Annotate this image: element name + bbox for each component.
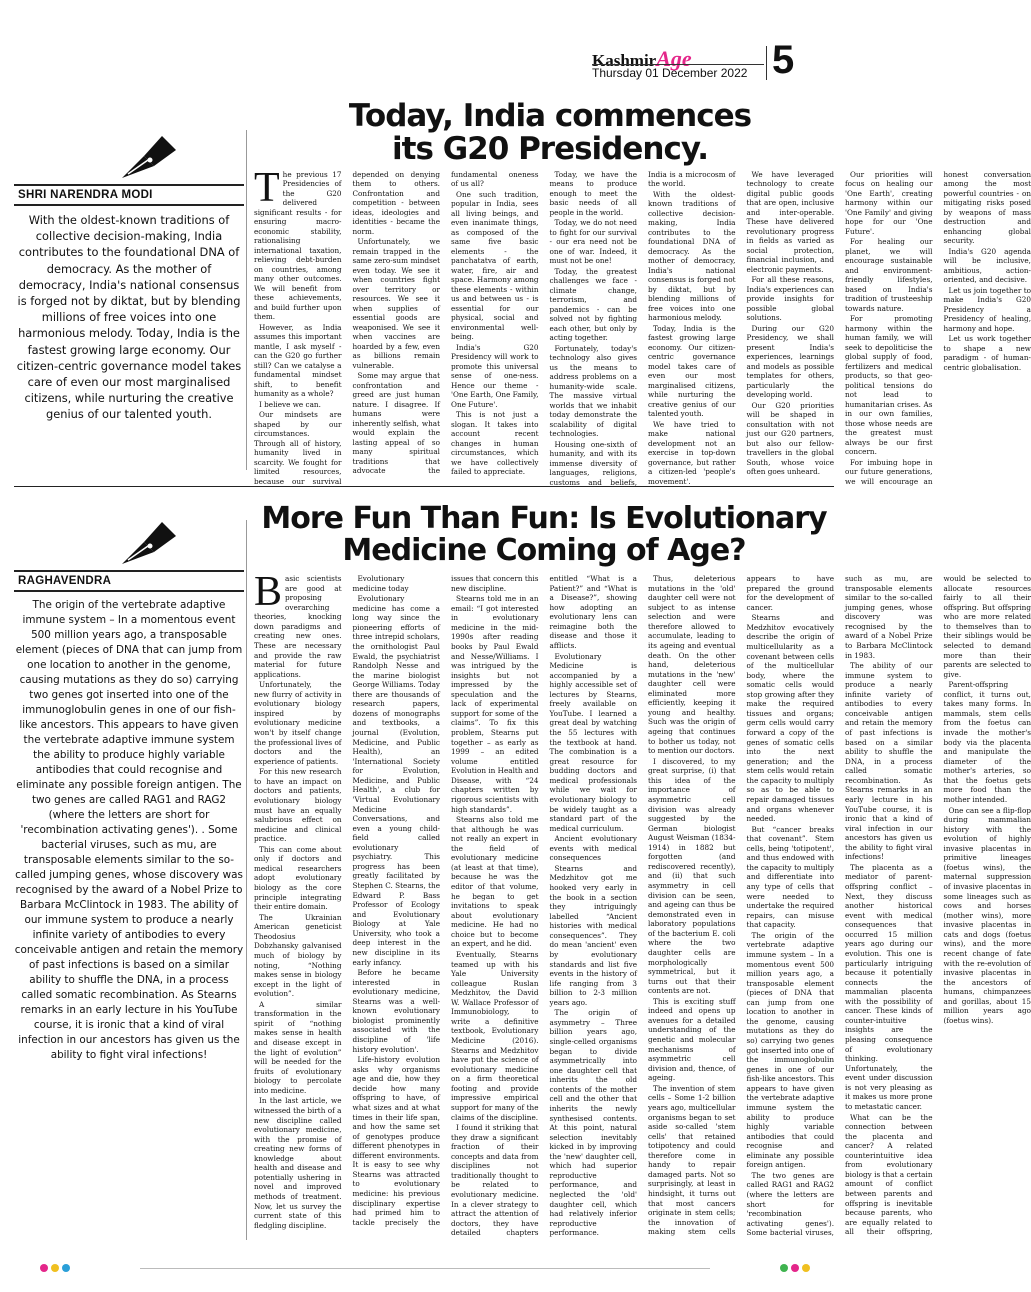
- article-paragraph: For healing our planet, we will encourage sustainable and environment-friendly lifestyles, based on India's tradition of trusteeship towards nature.: [845, 237, 933, 313]
- article-paragraph: What can be the connection between the placenta and cancer? A related counterintuitive idea from evolutionary biology is that a certain amount of conflict between parents and offspring is inevitable because parents, who are equally related to all their offspring, would be selected to allocate resources fairly to all their offspring. But offspring who are more related to themselves than to their siblings would be selected to demand more than their parents are selected to give.: [845, 574, 1031, 1237]
- article-paragraph: A similar transformation in the spirit of “nothing makes sense in health and disease except in the light of evolution” will be needed for the fruits of evolutionary biology to percolate into medicine.: [254, 999, 342, 1095]
- article-paragraph: Today, India is the fastest growing large economy. Our citizen-centric governance model takes care of even our most marginalised citizens, while nurturing the creative genius of our talented youth.: [648, 323, 736, 419]
- footer-dot: [791, 1264, 799, 1272]
- article-paragraph: Evolutionary medicine has come a long way since the pioneering efforts of three intrepid scholars, the ornithologist Paul Ewald, the psychiatrist Randolph Nesse and the marine biologist George Williams. Today there are thousands of research papers, dozens of monographs and textbooks, a journal (Evolution, Medicine, and Public Health), an 'International Society for Evolution, Medicine, and Public Health', a club for 'Virtual Evolutionary Medicine Conversations, and even a young child-field called evolutionary psychiatry. This progress has been greatly facilitated by Stephen C. Stearns, the Edward P. Bass Professor of Ecology and Evolutionary Biology at Yale University, who took a deep interest in the new discipline in its early infancy.: [352, 594, 440, 967]
- footer-rule: [140, 1268, 710, 1269]
- article-paragraph: Today, we have the means to produce enough to meet the basic needs of all people in the world.: [549, 170, 637, 217]
- drop-cap: B: [254, 569, 283, 615]
- article-paragraph: Housing one-sixth of humanity, and with its immense diversity of languages, religions, customs and beliefs, India is a microcosm of the world.: [549, 170, 736, 487]
- article-paragraph: Evolutionary Medicine is accompanied by a highly accessible set of lectures by Stearns, freely available on YouTube. I learned a great deal by watching the 55 lectures with the textbook at hand. The combination is a great resource for budding doctors and medical professionals while we wait for evolutionary biology to be widely taught as a standard part of the medical curriculum.: [549, 651, 637, 833]
- article-paragraph: The origin of asymmetry – Three billion years ago, single-celled organisms began to divide asymmetrically into one daughter cell that inherits the old contents of the mother cell and the other that inherits the newly synthesised contents. At this point, natural selection inevitably kicked in by improving the 'new' daughter cell, which had superior reproductive performance, and neglected the 'old' daughter cell, which had relatively inferior reproductive performance.: [549, 1008, 637, 1238]
- article-paragraph: The placenta as a mediator of parent-offspring conflict – Next, they discuss another historical event with medical consequences that occurred 15 million years ago during our evolution. This one is particularly intriguing because it potentially connects the mammalian placenta with the possibility of cancer. These kinds of counter-intuitive insights are the pleasing consequence of evolutionary thinking. Unfortunately, the event under discussion is not very pleasing as it makes us more prone to metastatic cancer.: [845, 862, 933, 1111]
- article-paragraph: The origin of the vertebrate adaptive immune system – In a momentous event 500 million years ago, a transposable element (pieces of DNA that can jump from one location to another in the genome, causing mutations as they do so) carrying two genes got inserted into one of the immunoglobulin genes in one of our fish-like ancestors. This appears to have given the vertebrate adaptive immune system the ability to produce highly variable antibodies that could recognise and eliminate any possible foreign antigen.: [746, 930, 834, 1170]
- pen-nib-icon: [114, 514, 184, 568]
- article-paragraph: This is not just a slogan. It takes into account recent changes in human circumstances, which we have collectively failed to appreciate.: [451, 410, 539, 477]
- footer-dot: [802, 1264, 810, 1272]
- article-paragraph: We have leveraged technology to create digital public goods that are open, inclusive and inter-operable. These have delivered revolutionary progress in fields as varied as social protection, financial inclusion, and electronic payments.: [746, 170, 834, 274]
- story1-pullquote: With the oldest-known traditions of collective decision-making, India contributes to the foundational DNA of democracy. As the mother of democracy, India's national consensus is forged not by diktat, but by blending millions of free voices into one harmonious melody. Today, India is the fastest growing large economy. Our citizen-centric governance model takes care of even our most marginalised citizens, while nurturing the creative genius of our talented youth.: [16, 213, 242, 422]
- article-paragraph: Today, the greatest challenges we face - climate change, terrorism, and pandemics - can be solved not by fighting each other, but only by acting together.: [549, 266, 637, 343]
- article-paragraph: Let us join together to make India's G20 Presidency a Presidency of healing, harmony and hope.: [943, 285, 1031, 333]
- article-paragraph: Ancient evolutionary events with medical consequences: [549, 834, 637, 863]
- footer-dot: [780, 1264, 788, 1272]
- article-paragraph: Our mindsets are shaped by our circumstances. Through all of history, humanity lived in scarcity. We fought for limited resources, because our survival depended on denying them to others. Confrontation and competition - between ideas, ideologies and identities - became the norm.: [254, 170, 440, 486]
- article-paragraph: The Ukrainian American geneticist Theodosius Dobzhansky galvanised much of biology by noting, “Nothing makes sense in biology except in the light of evolution”.: [254, 912, 342, 999]
- article-paragraph: Fortunately, today's technology also gives us the means to address problems on a humanity-wide scale. The massive virtual worlds that we inhabit today demonstrate the scalability of digital technologies.: [549, 343, 637, 439]
- article-paragraph: The ability of our immune system to produce a nearly infinite variety of antibodies to every conceivable antigen and retain the memory of past infections is based on a similar ability to shuffle the DNA, in a process called somatic recombination. As Stearns remarks in an early lecture in his YouTube course, it is ironic that a kind of viral infection in our ancestors has given us the ability to fight viral infections!: [845, 661, 933, 862]
- article-paragraph: The two genes are called RAG1 and RAG2 (where the letters are short for 'recombination activating genes'). Some bacterial viruses, such as mu, are transposable elements similar to the so-called jumping genes, whose discovery was recognised by the award of a Nobel Prize to Barbara McClintock in 1983.: [746, 574, 933, 1238]
- story1-headline-line2: its G20 Presidency.: [392, 131, 708, 168]
- pen-nib-icon: [114, 128, 184, 182]
- article-paragraph: For all these reasons, India's experiences can provide insights for possible global solutions.: [746, 275, 834, 323]
- story-divider: [14, 486, 834, 487]
- story2-author: RAGHAVENDRA: [14, 570, 244, 592]
- article-paragraph: Let us work together to shape a new paradigm - of human-centric globalisation.: [943, 334, 1031, 372]
- brand-prefix: Kashmir: [592, 51, 657, 70]
- article-paragraph: One can see a flip-flop during mammalian history with the evolution of highly invasive placentas in primitive lineages (foetus wins), the maternal suppression of invasive placentas in some lineages such as cows and horses (mother wins), more invasive placentas in cats and dogs (foetus wins), and the more recent change of fate with the re-evolution of invasive placentas in the ancestors of humans, chimpanzees and gorillas, about 15 million years ago (foetus wins).: [943, 805, 1031, 1025]
- article-paragraph: Before he became interested in evolutionary medicine, Stearns was a well-known evolutionary biologist prominently associated with the discipline of 'life history evolution'.: [352, 968, 440, 1054]
- column-separator: [246, 520, 247, 1240]
- article-paragraph: However, as India assumes this important mantle, I ask myself - can the G20 go further still? Can we catalyse a fundamental mindset shift, to benefit humanity as a whole?: [254, 322, 342, 399]
- article-paragraph: For this new research to have an impact on doctors and patients, evolutionary biology must have an equally salubrious effect on medicine and clinical practice.: [254, 767, 342, 844]
- article-paragraph: I believe we can.: [259, 399, 321, 409]
- article-paragraph: Today, we do not need to fight for our survival - our era need not be one of war. Indeed, it must not be one!: [549, 218, 637, 266]
- article-paragraph: Our priorities will focus on healing our 'One Earth', creating harmony within our 'One Family' and giving hope for our 'One Future'.: [845, 170, 933, 236]
- article-paragraph: With the oldest-known traditions of collective decision-making, India contributes to the foundational DNA of democracy. As the mother of democracy, India's national consensus is forged not by diktat, but by blending millions of free voices into one harmonious melody.: [648, 189, 736, 323]
- article-paragraph: But “cancer breaks that covenant”. Stem cells, being 'totipotent', and thus endowed with the capacity to multiply and differentiate into any type of cells that were needed to undertake the required repairs, can misuse that capacity.: [746, 824, 834, 930]
- article-paragraph: The invention of stem cells – Some 1-2 billion years ago, multicellular organisms began to set aside so-called 'stem cells' that retained totipotency and could therefore come in handy to repair damaged parts. Not so surprisingly, at least in hindsight, it turns out that most cancers originate in stem cells; the innovation of making stem cells appears to have prepared the ground for the development of cancer.: [648, 574, 834, 1237]
- story2-sidebar: [14, 514, 244, 1063]
- article-paragraph: Parent-offspring conflict, it turns out, takes many forms. In mammals, stem cells from the foetus can invade the mother's body via the placenta and manipulate the diameter of the mother's arteries, so that the foetus gets more food than the mother intended.: [943, 680, 1031, 804]
- masthead-divider: [766, 46, 767, 80]
- story1-body: [254, 165, 1031, 490]
- masthead: [592, 38, 832, 84]
- story2-pullquote: The origin of the vertebrate adaptive immune system – In a momentous event 500 million years ago, a transposable element (pieces of DNA that can jump from one location to another in the genome, causing mutations as they do so) carrying two genes got inserted into one of the immunoglobulin genes in one of our fish-like ancestors. This appears to have given the vertebrate adaptive immune system the ability to produce highly variable antibodies that could recognise and eliminate any possible foreign antigen. The two genes are called RAG1 and RAG2 (where the letters are short for 'recombination activating genes'). . Some bacterial viruses, such as mu, are transposable elements similar to the so-called jumping genes, whose discovery was recognised by the award of a Nobel Prize to Barbara McClintock in 1983. The ability of our immune system to produce a nearly infinite variety of antibodies to every conceivable antigen and retain the memory of past infections is based on a similar ability to shuffle the DNA, in a process called somatic recombination. As Stearns remarks in an early lecture in his YouTube course, it is ironic that a kind of viral infection in our ancestors has given us the ability to fight viral infections!: [14, 599, 244, 1061]
- article-paragraph: Stearns also told me that although he was not really an expert in the field of evolutionary medicine (at least at that time), because he was the editor of that volume, he began to get invitations to speak about evolutionary medicine. He had no choice but to become an expert, and he did.: [451, 815, 539, 949]
- article-paragraph: Unfortunately, the new flurry of activity in evolutionary biology inspired by evolutionary medicine won't by itself change the professional lives of doctors and the experience of patients.: [254, 680, 342, 766]
- footer-dots: [40, 1262, 810, 1274]
- story1-sidebar: [14, 128, 244, 422]
- brand-accent: Age: [656, 46, 692, 71]
- article-paragraph: Basic scientists are good at proposing overarching theories, knocking down paradigms and creating new ones. These are necessary and provide the raw material for future applications.: [254, 569, 342, 679]
- story2-headline-line1: More Fun Than Fun: Is Evolutionary: [261, 501, 827, 536]
- article-paragraph: Life-history evolution asks why organisms age and die, how they decide how many offspring to have, of what sizes and at what times in their life span, and how the same set of genotypes produce different phenotypes in different environments. It is easy to see why Stearns was attracted to evolutionary medicine: his previous disciplinary expertise had primed him to tackle precisely the issues that concern this new discipline.: [352, 574, 539, 1227]
- article-paragraph: I discovered, to my great surprise, (i) that this idea of the importance of asymmetric cell division was already suggested by the German biologist August Weisman (1834-1914) in 1882 but forgotten (and rediscovered recently), and (ii) that such asymmetry in cell division can be seen, and ageing can thus be demonstrated even in laboratory populations of the bacterium E. coli where the two daughter cells are morphologically symmetrical, but it turns out that their contents are not.: [648, 756, 736, 996]
- article-paragraph: Unfortunately, we remain trapped in the same zero-sum mindset even today. We see it when countries fight over territory or resources. We see it when supplies of essential goods are weaponised. We see it when vaccines are hoarded by a few, even as billions remain vulnerable.: [352, 237, 440, 370]
- article-paragraph: Stearns and Medzhitov got me hooked very early in the book in a section they intriguingly labelled “Ancient histories with medical consequences”. They do mean 'ancient' even by evolutionary standards and list five events in the history of life ranging from 3 billion to 2-3 million years ago.: [549, 863, 637, 1007]
- article-paragraph: Eventually, Stearns teamed up with his Yale University colleague Ruslan Medzhitov, the David W. Wallace Professor of Immunobiology, to write a definitive textbook, Evolutionary Medicine (2016). Stearns and Medzhitov have put the science of evolutionary medicine on a firm theoretical footing and provide impressive empirical support for many of the claims of the discipline.: [451, 949, 539, 1122]
- masthead-rule: [592, 64, 764, 65]
- article-paragraph: India's G20 agenda will be inclusive, ambitious, action-oriented, and decisive.: [943, 246, 1031, 285]
- drop-cap: T: [254, 165, 280, 211]
- footer-dot: [40, 1264, 48, 1272]
- story1-headline-line1: Today, India commences: [348, 98, 752, 134]
- article-paragraph: Thus, deleterious mutations in the 'old' daughter cell were not subject to as intense selection and were therefore allowed to accumulate, leading to its ageing and eventual death. On the other hand, deleterious mutations in the 'new' daughter cell were eliminated more efficiently, keeping it young and healthy. Such was the origin of ageing that continues to bother us today, not to mention our doctors.: [648, 574, 736, 756]
- article-paragraph: India's G20 Presidency will work to promote this universal sense of one-ness. Hence our theme - 'One Earth, One Family, One Future'.: [451, 342, 539, 409]
- article-paragraph: This can come about only if doctors and medical researchers adopt evolutionary biology as the core principle integrating their entire domain.: [254, 844, 342, 912]
- article-paragraph: This is exciting stuff indeed and opens up avenues for a detailed understanding of the genetic and molecular mechanisms of asymmetric cell division and, thence, of ageing.: [648, 996, 736, 1083]
- story1-headline: [270, 100, 830, 167]
- article-paragraph: We have tried to make national development not an exercise in top-down governance, but rather a citizen-led 'people's movement'.: [648, 419, 736, 486]
- article-paragraph: In the last article, we witnessed the birth of a new discipline called evolutionary medicine, with the promise of creating new forms of knowledge about health and disease and potentially ushering in novel and improved methods of treatment. Now, let us survey the current state of this fledgling discipline.: [254, 1096, 342, 1230]
- story2-headline: [248, 503, 840, 568]
- issue-date: Thursday 01 December 2022: [592, 66, 748, 80]
- article-paragraph: Our G20 priorities will be shaped in consultation with not just our G20 partners, but also our fellow-travellers in the global South, whose voice often goes unheard.: [746, 400, 834, 477]
- footer-dot: [62, 1264, 70, 1272]
- story2-headline-line2: Medicine Coming of Age?: [342, 533, 746, 569]
- article-paragraph: Some may argue that confrontation and greed are just human nature. I disagree. If humans were inherently selfish, what would explain the lasting appeal of so many spiritual traditions that advocate the fundamental oneness of us all?: [352, 170, 539, 476]
- column-separator: [246, 130, 247, 470]
- page-number: 5: [772, 38, 795, 82]
- story1-author: SHRI NARENDRA MODI: [14, 184, 244, 206]
- article-paragraph: For imbuing hope in our future generations, we will encourage an honest conversation among the most powerful countries - on mitigating risks posed by weapons of mass destruction and enhancing global security.: [845, 170, 1031, 486]
- article-paragraph: Stearns and Medzhitov evocatively describe the origin of multicellularity as a covenant between cells of the multicellular body, where the somatic cells would stop growing after they make the required tissues and organs; germ cells would carry forward a copy of the genes of somatic cells into the next generation; and the stem cells would retain the capacity to multiply so as to be able to repair damaged tissues and organs whenever needed.: [746, 613, 834, 824]
- story2-body: [254, 569, 1031, 1242]
- footer-dot: [51, 1264, 59, 1272]
- article-paragraph: I found it striking that they draw a significant fraction of their concepts and data from disciplines not traditionally thought to be related to evolutionary medicine. In a clever strategy to attract the attention of doctors, they have detailed chapters entitled “What is a Patient?” and “What is a Disease?”, showing how adopting an evolutionary lens can reimagine both the disease and those it afflicts.: [451, 574, 637, 1238]
- article-paragraph: For promoting harmony within the human family, we will seek to depoliticise the global supply of food, fertilizers and medical products, so that geo-political tensions do not lead to humanitarian crises. As in our own families, those whose needs are the greatest must always be our first concern.: [845, 314, 933, 457]
- article-paragraph: Stearns told me in an email: “I got interested in evolutionary medicine in the mid-1990s after reading books by Paul Ewald and Nesse/Williams. I was intrigued by the insights but not impressed by the speculation and the lack of experimental support for some of the claims”. To fix this problem, Stearns put together – as early as 1999 – an edited volume entitled Evolution in Health and Disease, with “24 chapters written by rigorous scientists with high standards”.: [451, 594, 539, 814]
- article-paragraph: Evolutionary medicine today: [352, 574, 409, 593]
- article-paragraph: During our G20 Presidency, we shall present India's experiences, learnings and models as possible templates for others, particularly the developing world.: [746, 323, 834, 400]
- article-paragraph: The previous 17 Presidencies of the G20 delivered significant results - for ensuring macro-economic stability, rationalising international taxation, relieving debt-burden on countries, among many other outcomes. We will benefit from these achievements, and build further upon them.: [254, 165, 342, 322]
- article-paragraph: One such tradition, popular in India, sees all living beings, and even inanimate things, as composed of the same five basic elements - the panchatatva of earth, water, fire, air and space. Harmony among these elements - within us and between us - is essential for our physical, social and environmental well-being.: [451, 189, 539, 342]
